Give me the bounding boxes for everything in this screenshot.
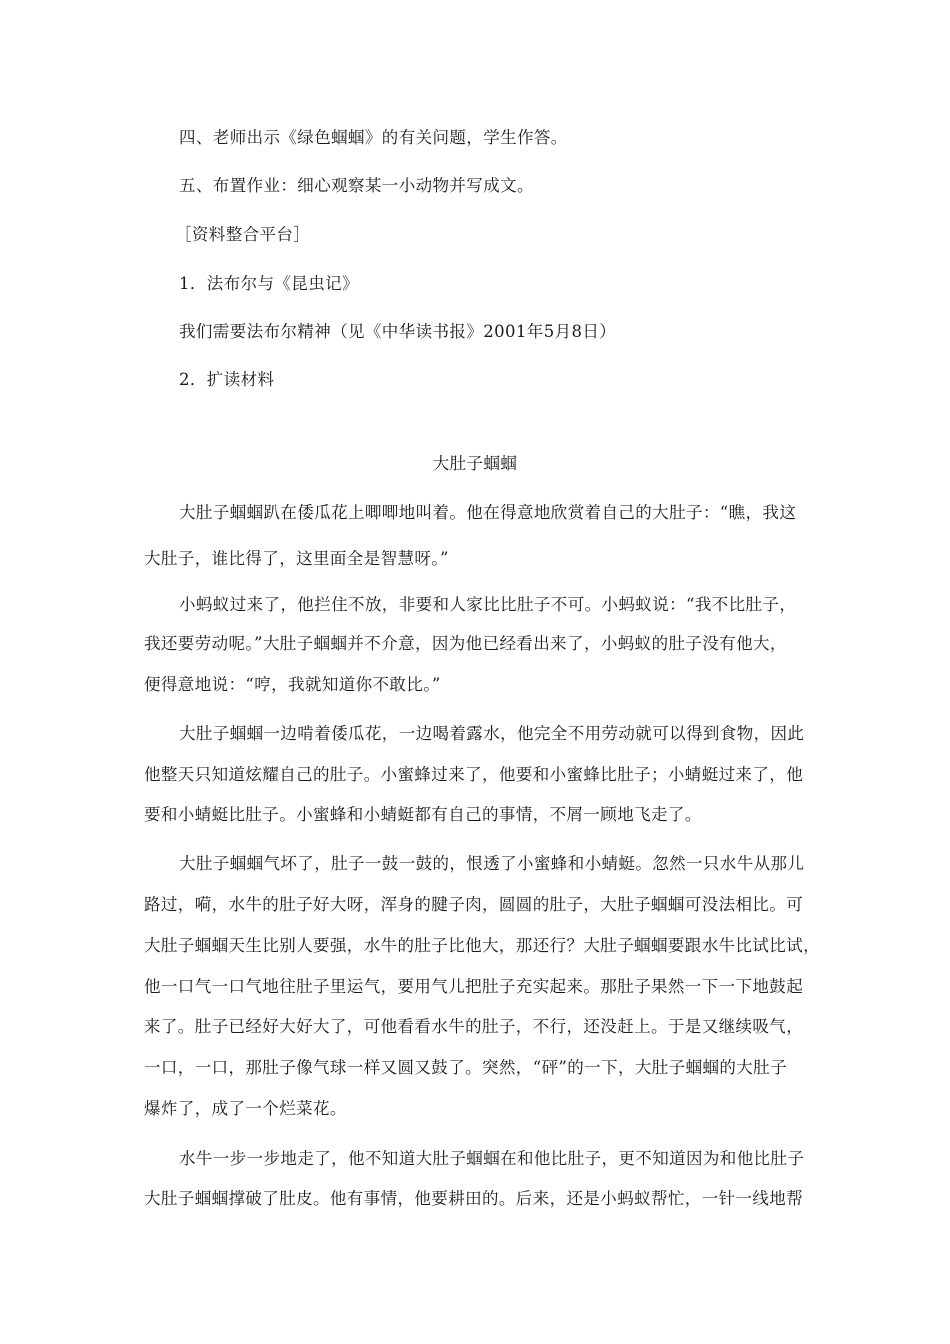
- story-line: 小蚂蚁过来了，他拦住不放，非要和人家比比肚子不可。小蚂蚁说：“我不比肚子，: [179, 595, 797, 614]
- story-line: 他整天只知道炫耀自己的肚子。小蜜蜂过来了，他要和小蜜蜂比肚子；小蜻蜓过来了，他: [144, 765, 804, 784]
- story-line: 大肚子蝈蝈一边啃着倭瓜花，一边喝着露水，他完全不用劳动就可以得到食物，因此: [179, 724, 805, 743]
- item-4-line: 四、老师出示《绿色蝈蝈》的有关问题，学生作答。: [179, 128, 568, 147]
- story-line: 便得意地说：“哼，我就知道你不敢比。”: [144, 675, 441, 694]
- section-heading: ［资料整合平台］: [175, 225, 311, 244]
- story-line: 大肚子，谁比得了，这里面全是智慧呀。”: [144, 549, 449, 568]
- story-line: 爆炸了，成了一个烂菜花。: [144, 1099, 347, 1118]
- story-line: 一口，一口，那肚子像气球一样又圆又鼓了。突然，“砰”的一下，大肚子蝈蝈的大肚子: [144, 1058, 787, 1077]
- sub-item-1: 1．法布尔与《昆虫记》: [179, 274, 359, 293]
- story-line: 他一口气一口气地往肚子里运气，要用气儿把肚子充实起来。那肚子果然一下一下地鼓起: [144, 977, 804, 996]
- item-5-line: 五、布置作业：细心观察某一小动物并写成文。: [179, 176, 534, 195]
- reference-line: 我们需要法布尔精神（见《中华读书报》2001年5月8日）: [179, 322, 617, 341]
- story-title: 大肚子蝈蝈: [432, 454, 518, 473]
- story-line: 水牛一步一步地走了，他不知道大肚子蝈蝈在和他比肚子，更不知道因为和他比肚子: [179, 1149, 805, 1168]
- story-line: 大肚子蝈蝈天生比别人要强，水牛的肚子比他大，那还行？大肚子蝈蝈要跟水牛比试比试，: [144, 936, 820, 955]
- story-line: 大肚子蝈蝈气坏了，肚子一鼓一鼓的，恨透了小蜜蜂和小蜻蜓。忽然一只水牛从那儿: [179, 854, 805, 873]
- story-line: 来了。肚子已经好大好大了，可他看看水牛的肚子，不行，还没赶上。于是又继续吸气，: [144, 1017, 804, 1036]
- story-line: 大肚子蝈蝈撑破了肚皮。他有事情，他要耕田的。后来，还是小蚂蚁帮忙，一针一线地帮: [144, 1189, 804, 1208]
- story-line: 路过，嗬，水牛的肚子好大呀，浑身的腱子肉，圆圆的肚子，大肚子蝈蝈可没法相比。可: [144, 895, 804, 914]
- sub-item-2: 2．扩读材料: [179, 370, 275, 389]
- story-line: 要和小蜻蜓比肚子。小蜜蜂和小蜻蜓都有自己的事情，不屑一顾地飞走了。: [144, 805, 702, 824]
- story-line: 大肚子蝈蝈趴在倭瓜花上唧唧地叫着。他在得意地欣赏着自己的大肚子：“瞧，我这: [179, 503, 797, 522]
- story-line: 我还要劳动呢。”大肚子蝈蝈并不介意，因为他已经看出来了，小蚂蚁的肚子没有他大，: [144, 634, 787, 653]
